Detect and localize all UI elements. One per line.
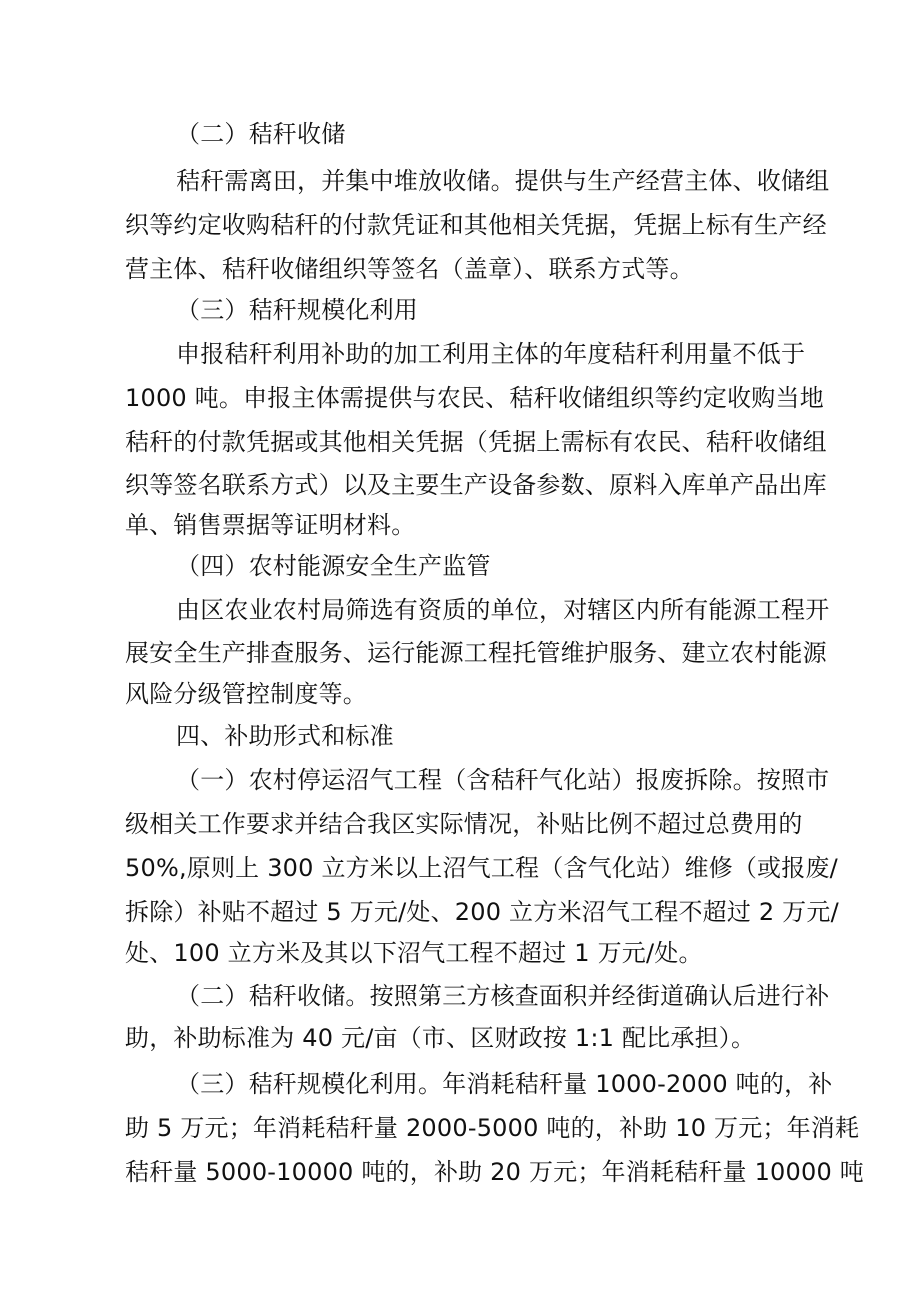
paragraph-line: （三）秸秆规模化利用。年消耗秸秆量 1000-2000 吨的，补 [176,1070,833,1098]
paragraph-line: 单、销售票据等证明材料。 [125,511,416,539]
heading-straw-storage: （二）秸秆收储 [176,120,346,148]
paragraph-line: 1000 吨。申报主体需提供与农民、秸秆收储组织等约定收购当地 [125,384,824,412]
paragraph-line: 50%,原则上 300 立方米以上沼气工程（含气化站）维修（或报废/ [125,854,838,882]
paragraph-line: 秸秆需离田，并集中堆放收储。提供与生产经营主体、收储组 [176,167,830,195]
heading-straw-utilization: （三）秸秆规模化利用 [176,296,418,324]
paragraph-line: 助，补助标准为 40 元/亩（市、区财政按 1:1 配比承担）。 [125,1024,756,1052]
paragraph-line: 拆除）补贴不超过 5 万元/处、200 立方米沼气工程不超过 2 万元/ [125,898,839,926]
paragraph-line: （二）秸秆收储。按照第三方核查面积并经街道确认后进行补 [176,982,830,1010]
paragraph-line: 申报秸秆利用补助的加工利用主体的年度秸秆利用量不低于 [176,340,806,368]
paragraph-line: 助 5 万元；年消耗秸秆量 2000-5000 吨的，补助 10 万元；年消耗 [125,1114,860,1142]
paragraph-line: 处、100 立方米及其以下沼气工程不超过 1 万元/处。 [125,939,703,967]
paragraph-line: 级相关工作要求并结合我区实际情况，补贴比例不超过总费用的 [125,810,803,838]
paragraph-line: 由区农业农村局筛选有资质的单位，对辖区内所有能源工程开 [176,596,830,624]
heading-energy-safety: （四）农村能源安全生产监管 [176,552,491,580]
paragraph-line: 织等约定收购秸秆的付款凭证和其他相关凭据，凭据上标有生产经 [125,211,827,239]
paragraph-line: 展安全生产排查服务、运行能源工程托管维护服务、建立农村能源 [125,639,827,667]
paragraph-line: （一）农村停运沼气工程（含秸秆气化站）报废拆除。按照市 [176,766,830,794]
paragraph-line: 织等签名联系方式）以及主要生产设备参数、原料入库单产品出库 [125,471,827,499]
paragraph-line: 风险分级管控制度等。 [125,680,367,708]
paragraph-line: 营主体、秸秆收储组织等签名（盖章）、联系方式等。 [125,255,694,283]
paragraph-line: 秸秆的付款凭据或其他相关凭据（凭据上需标有农民、秸秆收储组 [125,428,827,456]
section-heading-subsidy: 四、补助形式和标准 [176,722,394,750]
paragraph-line: 秸秆量 5000-10000 吨的，补助 20 万元；年消耗秸秆量 10000 吨 [125,1158,864,1186]
